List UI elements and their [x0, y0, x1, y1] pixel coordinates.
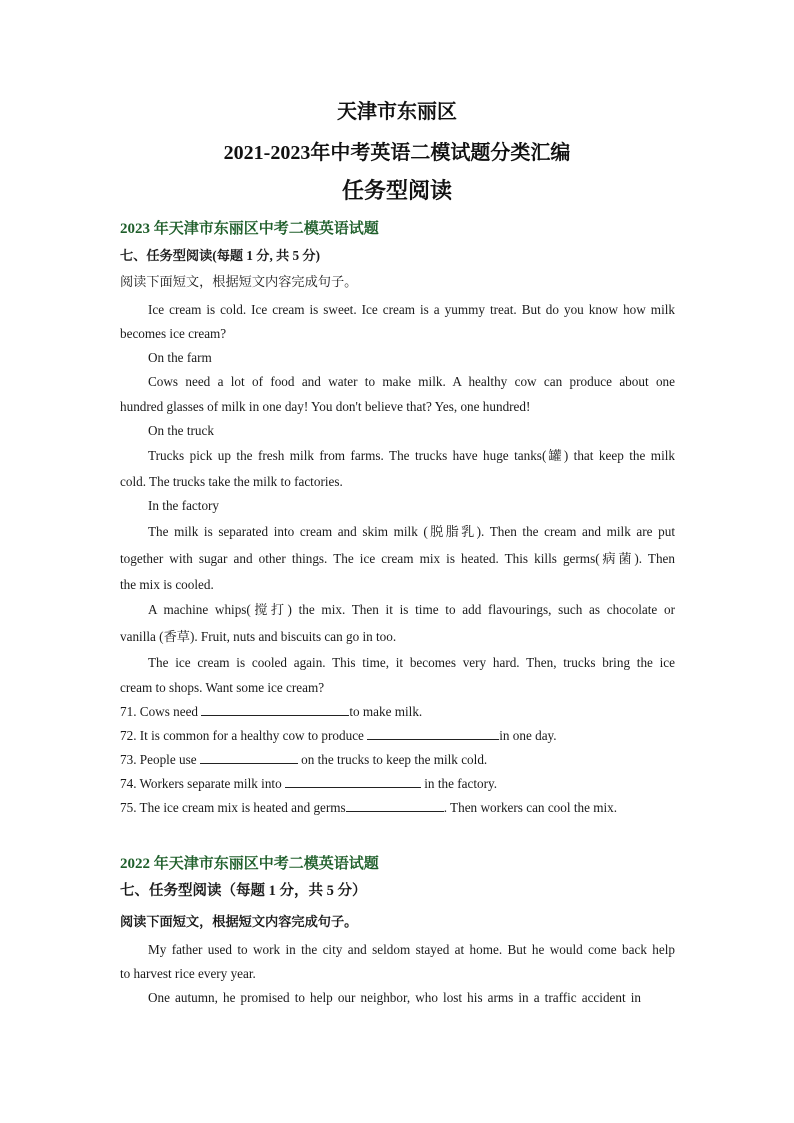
question-75: 75. The ice cream mix is heated and germs . Then workers can cool the mix. [120, 800, 618, 815]
answer-blank-73[interactable] [200, 751, 298, 764]
question-71: 71. Cows need to make milk. [120, 704, 423, 719]
passage-line: My father used to work in the city and seldom stayed at home. But he would come back help [148, 942, 675, 957]
passage-line: vanilla (香草). Fruit, nuts and biscuits can go in too. [120, 629, 397, 644]
section-heading-2023: 2023 年天津市东丽区中考二模英语试题 [120, 221, 379, 237]
passage-line: Trucks pick up the fresh milk from farms. The trucks have huge tanks(罐) that keep the milk [148, 448, 675, 463]
passage-line: cold. The trucks take the milk to factories. [120, 474, 343, 489]
part-title-2023: 七、任务型阅读(每题 1 分, 共 5 分) [120, 248, 321, 263]
answer-blank-74[interactable] [285, 775, 421, 788]
instruction-2023: 阅读下面短文，根据短文内容完成句子。 [120, 274, 358, 289]
answer-blank-71[interactable] [201, 703, 349, 716]
passage-line: The ice cream is cooled again. This time, it becomes very hard. Then, trucks bring the ice [148, 655, 675, 670]
passage-line: together with sugar and other things. The ice cream mix is heated. This kills germs(病菌). Then [120, 551, 675, 566]
passage-line: Ice cream is cold. Ice cream is sweet. Ice cream is a yummy treat. But do you know how milk [148, 302, 675, 317]
passage-line: becomes ice cream? [120, 326, 227, 341]
passage-line: Cows need a lot of food and water to make milk. A healthy cow can produce about one [148, 374, 675, 389]
section-heading-2022: 2022 年天津市东丽区中考二模英语试题 [120, 856, 379, 872]
passage-line: cream to shops. Want some ice cream? [120, 680, 325, 695]
passage-line: The milk is separated into cream and skim milk (脱脂乳). Then the cream and milk are put [148, 524, 675, 539]
answer-blank-72[interactable] [367, 727, 499, 740]
instruction-2022: 阅读下面短文，根据短文内容完成句子。 [120, 914, 358, 929]
question-74: 74. Workers separate milk into in the factory. [120, 776, 498, 791]
question-73: 73. People use on the trucks to keep the milk cold. [120, 752, 488, 767]
question-72: 72. It is common for a healthy cow to produce in one day. [120, 728, 557, 743]
title-collection: 2021-2023年中考英语二模试题分类汇编 [223, 142, 571, 164]
title-topic: 任务型阅读 [341, 178, 452, 203]
title-district: 天津市东丽区 [337, 101, 457, 123]
passage-subheading: In the factory [148, 498, 220, 513]
passage-subheading: On the truck [148, 423, 214, 438]
passage-subheading: On the farm [148, 350, 212, 365]
passage-line: One autumn, he promised to help our neighbor, who lost his arms in a traffic accident in [148, 990, 641, 1005]
passage-line: to harvest rice every year. [120, 966, 256, 981]
passage-line: hundred glasses of milk in one day! You don't believe that? Yes, one hundred! [120, 399, 531, 414]
passage-line: A machine whips(搅打) the mix. Then it is time to add flavourings, such as chocolate or [148, 602, 675, 617]
part-title-2022: 七、任务型阅读（每题 1 分，共 5 分） [120, 883, 367, 899]
passage-line: the mix is cooled. [120, 577, 214, 592]
answer-blank-75[interactable] [346, 799, 444, 812]
